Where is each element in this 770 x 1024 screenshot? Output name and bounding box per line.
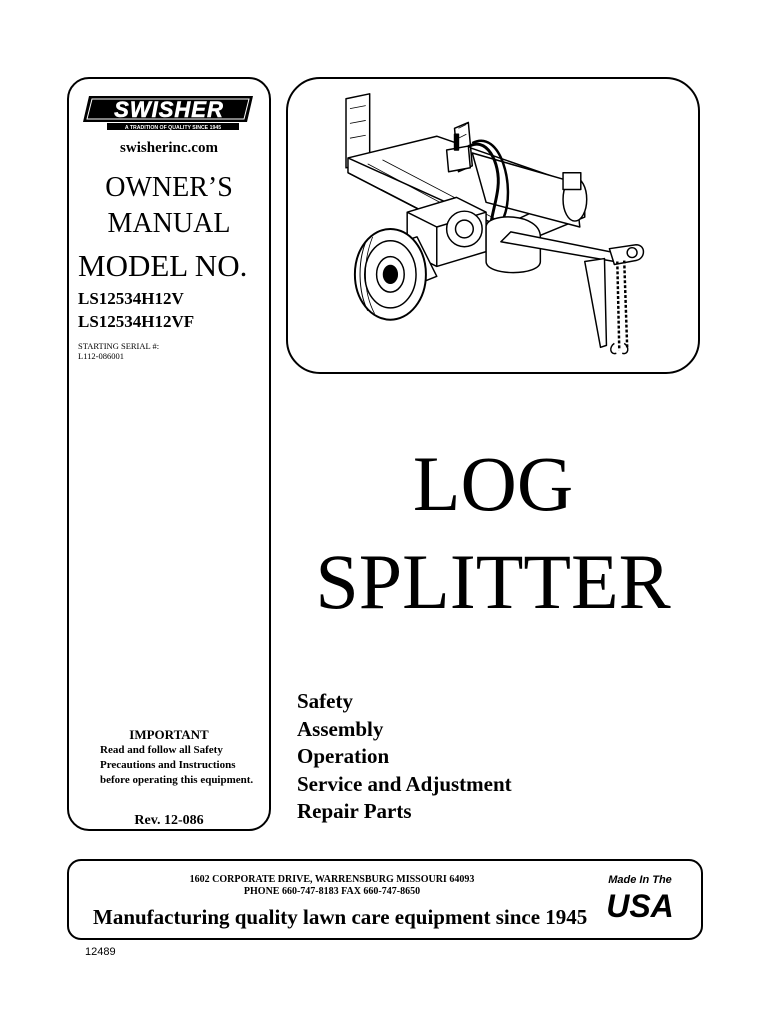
contents-item-assembly: Assembly: [297, 716, 384, 741]
made-in-label: Made In The: [608, 874, 672, 886]
product-title-line-1: LOG: [412, 440, 574, 527]
owners-manual-line-2: MANUAL: [107, 208, 231, 239]
owners-manual-title: [67, 170, 271, 242]
contents-item-safety: Safety: [297, 689, 353, 713]
product-title-line-2: SPLITTER: [315, 538, 671, 625]
model-number-1: LS12534H12V: [78, 289, 184, 308]
model-number-label: MODEL NO.: [78, 248, 248, 283]
company-address: [97, 874, 567, 898]
important-notice: Read and follow all Safety Precautions and Instructions before operating this equipment.: [100, 744, 254, 786]
contents-item-operation: Operation: [297, 744, 390, 768]
swisher-logo: [83, 92, 259, 132]
product-illustration-panel: [286, 77, 700, 374]
svg-text:A TRADITION OF QUALITY SINCE 1: A TRADITION OF QUALITY SINCE 1945: [124, 125, 222, 131]
revision-number: Rev. 12-086: [134, 813, 204, 828]
serial-label: STARTING SERIAL #:: [78, 341, 160, 351]
contents-item-service: Service and Adjustment: [297, 771, 512, 796]
address-line: 1602 CORPORATE DRIVE, WARRENSBURG MISSOURI 64093: [189, 874, 475, 885]
website-url: swisherinc.com: [120, 140, 218, 156]
owners-manual-line-1: OWNER’S: [105, 172, 233, 203]
model-number-2: LS12534H12VF: [78, 312, 195, 331]
important-heading: IMPORTANT: [129, 727, 209, 742]
document-number: 12489: [85, 946, 116, 958]
log-splitter-illustration: [288, 79, 698, 372]
contents-item-repair-parts: Repair Parts: [297, 799, 412, 823]
contents-list: [297, 688, 512, 826]
phone-fax-line: PHONE 660-747-8183 FAX 660-747-8650: [243, 886, 421, 897]
company-tagline: Manufacturing quality lawn care equipment since 1945: [93, 905, 588, 929]
serial-value: L112-086001: [78, 351, 124, 361]
svg-text:SWISHER: SWISHER: [114, 97, 224, 122]
country-label: USA: [606, 888, 674, 924]
